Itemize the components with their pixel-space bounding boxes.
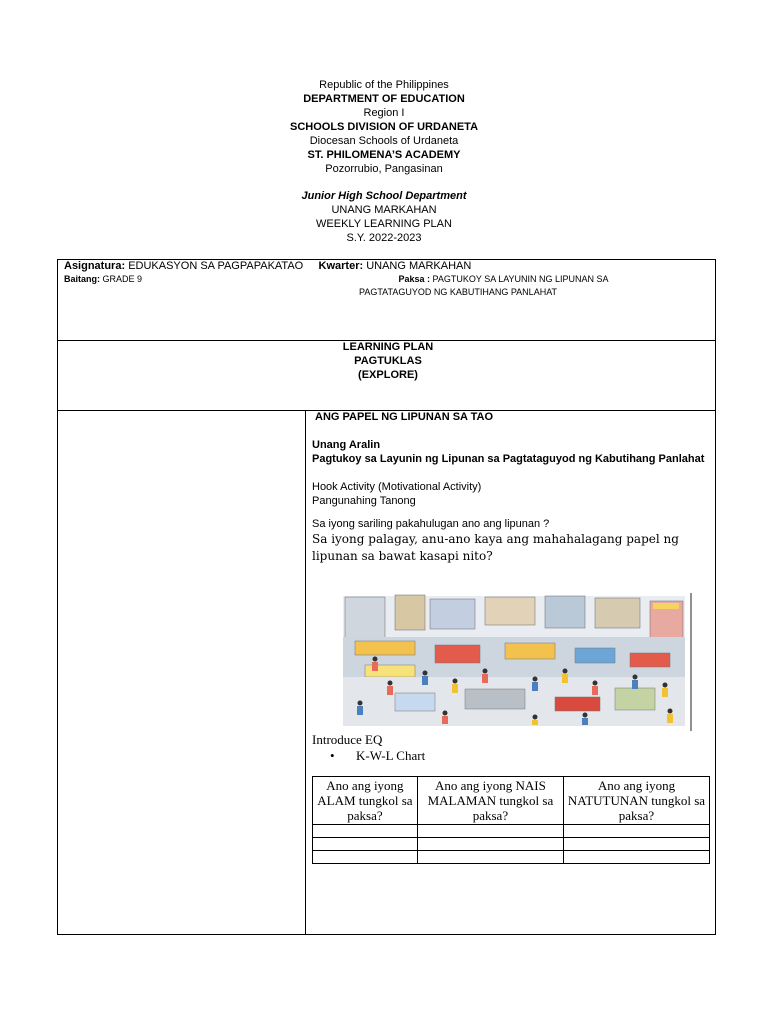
table-row bbox=[313, 825, 710, 838]
quarter-line: UNANG MARKAHAN bbox=[331, 204, 437, 216]
paksa-line1: PAGTUKOY SA LAYUNIN NG LIPUNAN SA bbox=[432, 274, 609, 284]
hook-activity: Hook Activity (Motivational Activity) bbox=[312, 481, 482, 493]
left-column bbox=[58, 410, 306, 934]
baitang-value: GRADE 9 bbox=[102, 274, 143, 284]
kwarter-label: Kwarter: bbox=[318, 260, 364, 272]
learning-plan-table bbox=[57, 259, 716, 935]
school-year-line: S.Y. 2022-2023 bbox=[346, 232, 422, 244]
kwl-cell bbox=[563, 825, 709, 838]
kwl-cell bbox=[313, 838, 418, 851]
right-column bbox=[312, 410, 712, 823]
section-line1: LEARNING PLAN bbox=[342, 341, 434, 353]
paksa-line2: PAGTATAGUYOD NG KABUTIHANG PANLAHAT bbox=[359, 287, 558, 297]
department-line: DEPARTMENT OF EDUCATION bbox=[303, 93, 465, 105]
question-1: Sa iyong sariling pakahulugan ano ang lipunan ? bbox=[312, 518, 550, 530]
section-row bbox=[58, 340, 715, 411]
diocesan-line: Diocesan Schools of Urdaneta bbox=[309, 135, 459, 147]
kwl-chart-table bbox=[312, 776, 710, 864]
kwl-bullet-label: K-W-L Chart bbox=[356, 748, 426, 763]
table-row bbox=[313, 851, 710, 864]
kwl-header-want: Ano ang iyong NAIS MALAMAN tungkol sa paksa? bbox=[417, 777, 563, 825]
content-title: ANG PAPEL NG LIPUNAN SA TAO bbox=[315, 411, 494, 423]
aralin-title: Pagtukoy sa Layunin ng Lipunan sa Pagtataguyod ng Kabutihang Panlahat bbox=[312, 453, 705, 465]
asignatura-label: Asignatura: bbox=[64, 260, 126, 272]
kwl-header-know: Ano ang iyong ALAM tungkol sa paksa? bbox=[313, 777, 418, 825]
plan-type-line: WEEKLY LEARNING PLAN bbox=[316, 218, 452, 230]
aralin-block bbox=[312, 438, 712, 466]
school-location: Pozorrubio, Pangasinan bbox=[325, 163, 443, 175]
division-line: SCHOOLS DIVISION OF URDANETA bbox=[289, 121, 479, 133]
kwl-cell bbox=[563, 838, 709, 851]
community-illustration bbox=[335, 593, 692, 731]
section-line2: PAGTUKLAS bbox=[354, 355, 422, 367]
question-2: Sa iyong palagay, anu-ano kaya ang mahahalagang papel ng lipunan sa bawat kasapi nito? bbox=[312, 532, 679, 563]
region-line: Region I bbox=[363, 107, 405, 119]
kwl-cell bbox=[417, 825, 563, 838]
kwl-header-learned: Ano ang iyong NATUTUNAN tungkol sa paksa? bbox=[563, 777, 709, 825]
pangunahing-tanong: Pangunahing Tanong bbox=[312, 495, 416, 507]
section-line3: (EXPLORE) bbox=[358, 369, 418, 381]
paksa-label: Paksa : bbox=[398, 274, 430, 284]
school-name: ST. PHILOMENA’S ACADEMY bbox=[307, 149, 461, 161]
asignatura-line bbox=[64, 260, 471, 272]
bullet-icon: • bbox=[330, 748, 335, 763]
kwl-cell bbox=[563, 851, 709, 864]
paksa-block bbox=[360, 273, 690, 299]
subject-info-row bbox=[58, 260, 715, 341]
kwl-cell bbox=[313, 825, 418, 838]
kwl-bullet-item bbox=[330, 748, 425, 764]
kwl-cell bbox=[313, 851, 418, 864]
department-name: Junior High School Department bbox=[301, 190, 467, 202]
introduce-eq: Introduce EQ bbox=[312, 732, 383, 747]
baitang-line bbox=[64, 274, 142, 284]
table-row bbox=[313, 838, 710, 851]
hook-block bbox=[312, 480, 712, 508]
baitang-label: Baitang: bbox=[64, 274, 100, 284]
kwl-cell bbox=[417, 851, 563, 864]
asignatura-value: EDUKASYON SA PAGPAPAKATAO bbox=[128, 260, 304, 272]
document-header bbox=[0, 78, 768, 245]
aralin-label: Unang Aralin bbox=[312, 439, 381, 451]
kwarter-value: UNANG MARKAHAN bbox=[366, 260, 472, 272]
republic-line: Republic of the Philippines bbox=[319, 79, 449, 91]
kwl-cell bbox=[417, 838, 563, 851]
